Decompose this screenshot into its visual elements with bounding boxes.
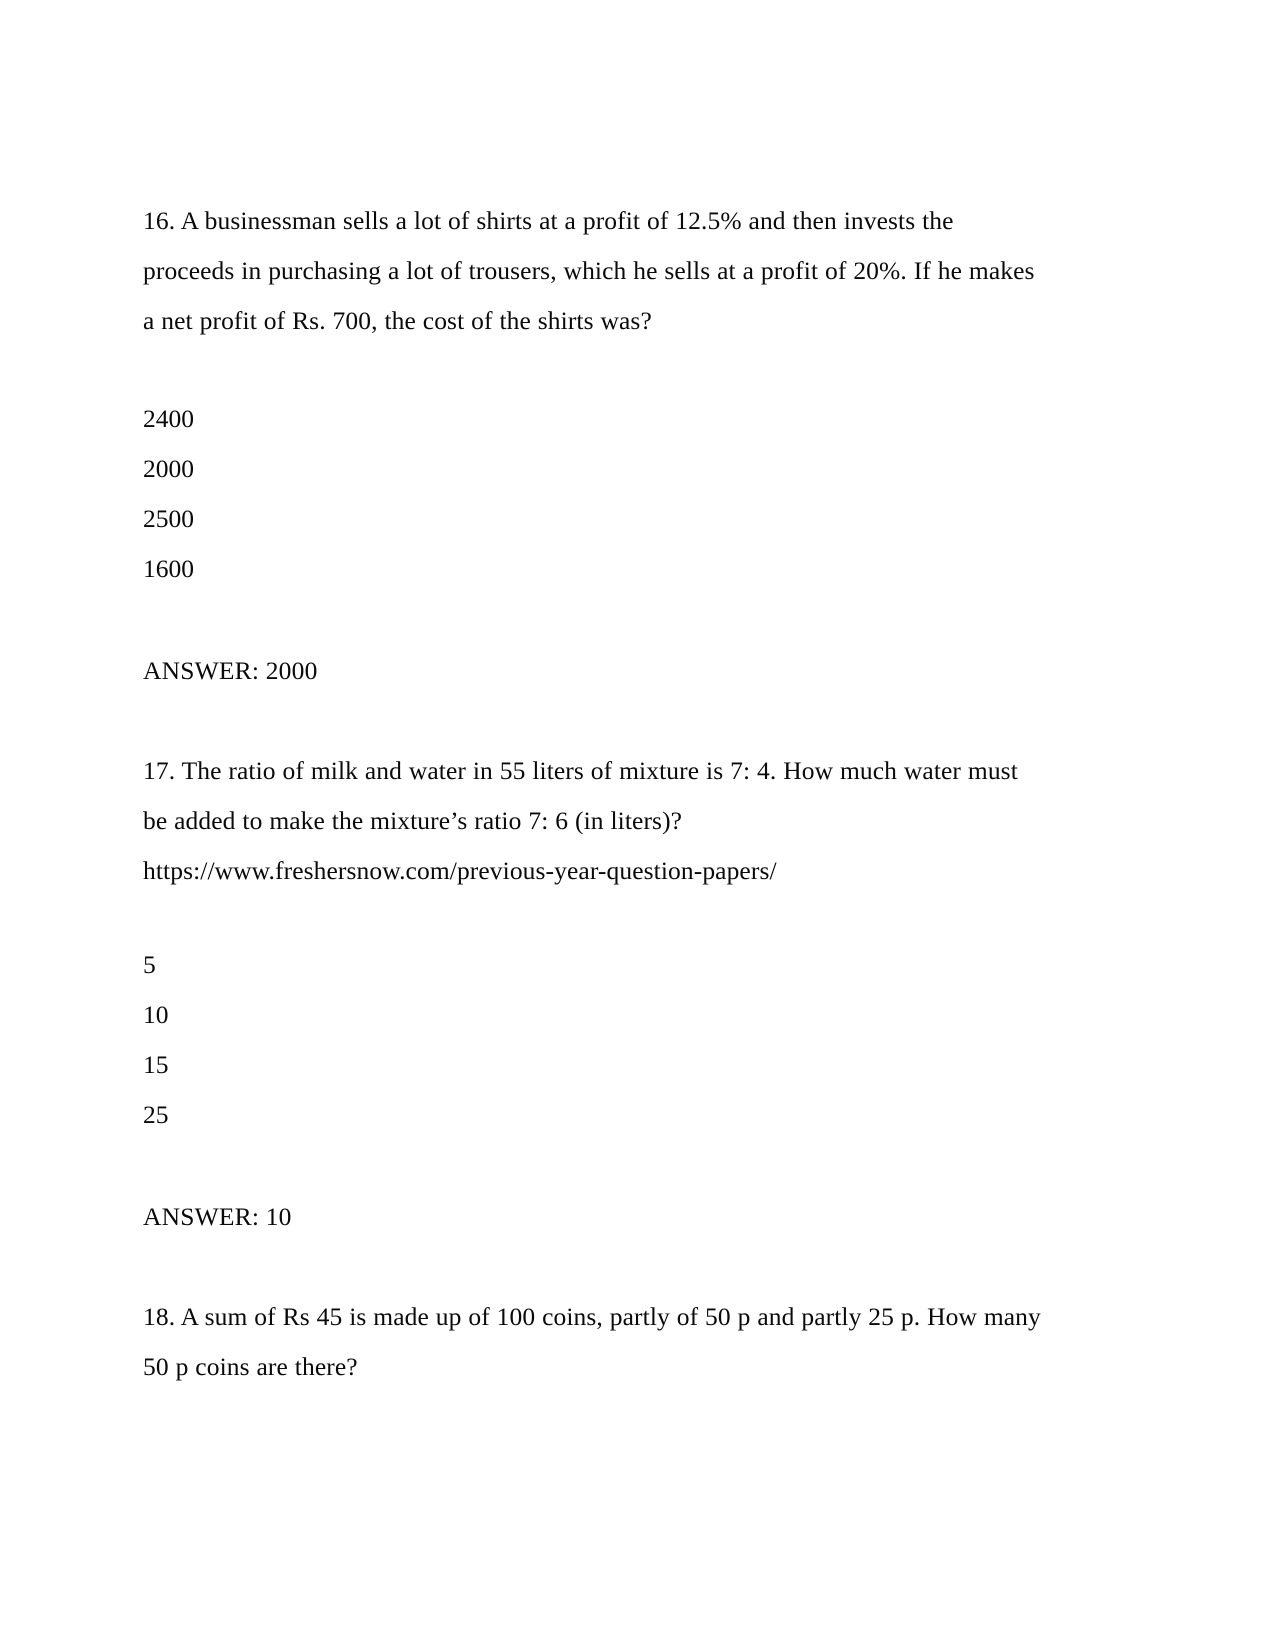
spacer — [143, 696, 1043, 746]
spacer — [143, 1242, 1043, 1292]
question-block-17 — [143, 746, 1043, 1242]
document-body — [143, 196, 1043, 1392]
option-item: 2500 — [143, 504, 194, 533]
answer-text-17: ANSWER: 10 — [143, 1202, 292, 1231]
option-item: 1600 — [143, 554, 194, 583]
spacer — [143, 594, 1043, 646]
question-text-17: 17. The ratio of milk and water in 55 liters of mixture is 7: 4. How much water must be added to make the mixture’s ratio 7: 6 (in liters)? — [143, 756, 1018, 835]
option-item: 15 — [143, 1050, 169, 1079]
question-block-18 — [143, 1292, 1043, 1392]
question-block-16 — [143, 196, 1043, 696]
option-item: 25 — [143, 1100, 169, 1129]
options-list-17 — [143, 940, 1043, 1140]
source-url-text: https://www.freshersnow.com/previous-year-question-papers/ — [143, 856, 777, 885]
spacer — [143, 896, 1043, 940]
spacer — [143, 346, 1043, 394]
question-text-16: 16. A businessman sells a lot of shirts at a profit of 12.5% and then invests the proceeds in purchasing a lot of trousers, which he sells at a profit of 20%. If he makes a net profit of Rs. 700, the cost of the shirts was? — [143, 206, 1035, 335]
answer-text-16: ANSWER: 2000 — [143, 656, 318, 685]
option-item: 5 — [143, 950, 156, 979]
option-item: 2400 — [143, 404, 194, 433]
spacer — [143, 1140, 1043, 1192]
options-list-16 — [143, 394, 1043, 594]
question-text-18: 18. A sum of Rs 45 is made up of 100 coins, partly of 50 p and partly 25 p. How many 50 p coins are there? — [143, 1302, 1041, 1381]
option-item: 2000 — [143, 454, 194, 483]
option-item: 10 — [143, 1000, 169, 1029]
